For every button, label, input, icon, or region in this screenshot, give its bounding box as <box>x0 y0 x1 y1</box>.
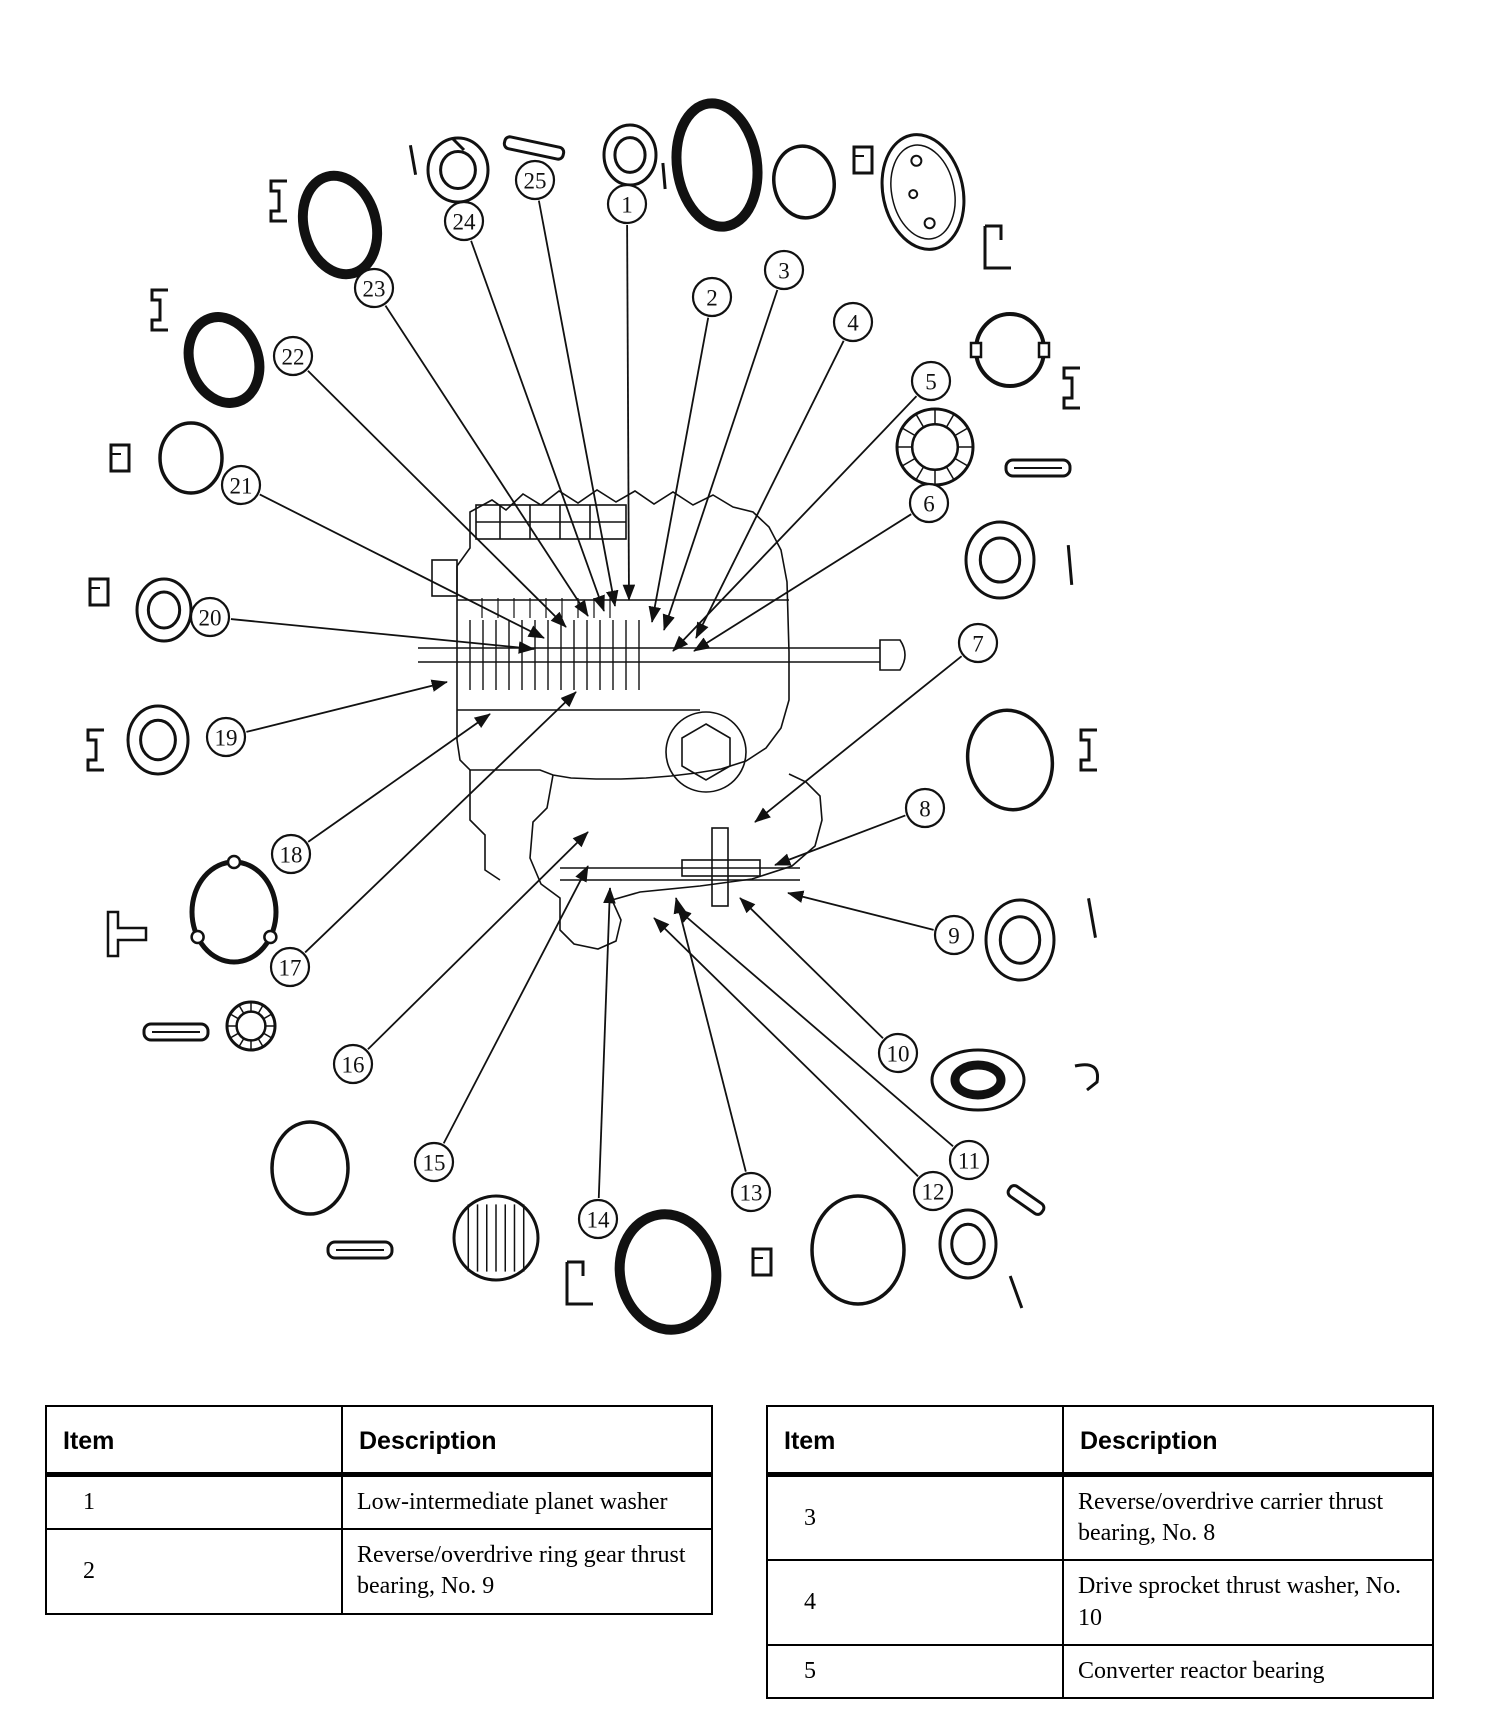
item-description: Converter reactor bearing <box>1063 1645 1433 1698</box>
item-number: 5 <box>767 1645 1063 1698</box>
part-clipsq <box>90 579 108 605</box>
callout-leader-6 <box>694 514 911 651</box>
parts-table-1 <box>45 1405 713 1615</box>
description-header: Description <box>342 1406 712 1475</box>
table-header-row <box>767 1406 1433 1475</box>
part-clipsq <box>111 445 129 471</box>
table-row <box>767 1645 1433 1698</box>
callout-number: 4 <box>847 310 859 336</box>
transmission-cross-section <box>418 490 905 949</box>
part-washer <box>128 706 188 774</box>
parts-table-2 <box>766 1405 1434 1699</box>
item-number: 2 <box>46 1529 342 1613</box>
part-clip <box>271 181 287 221</box>
part-clipsq <box>854 147 872 173</box>
callout-leader-2 <box>652 318 708 622</box>
description-header: Description <box>1063 1406 1433 1475</box>
callout-number: 22 <box>281 344 305 370</box>
callout-number: 19 <box>214 725 238 751</box>
callout-1 <box>608 185 646 223</box>
part-clip <box>152 290 168 330</box>
part-washer <box>986 900 1054 980</box>
callout-leader-4 <box>696 341 844 638</box>
callout-number: 16 <box>341 1052 365 1078</box>
part-hook <box>1075 1065 1098 1090</box>
callout-leader-15 <box>444 866 588 1143</box>
callout-20 <box>191 598 229 636</box>
callout-12 <box>914 1172 952 1210</box>
part-rod <box>1010 1276 1022 1308</box>
callout-number: 25 <box>523 168 547 194</box>
part-bearingside <box>454 1196 538 1280</box>
callout-leader-16 <box>368 832 588 1049</box>
part-tshape <box>108 912 146 956</box>
part-ring <box>959 702 1062 817</box>
callout-15 <box>415 1143 453 1181</box>
callout-22 <box>274 337 312 375</box>
clutch-pack-ticks <box>470 598 639 690</box>
callout-4 <box>834 303 872 341</box>
callout-14 <box>579 1200 617 1238</box>
callout-leader-17 <box>305 692 576 952</box>
callout-10 <box>879 1034 917 1072</box>
part-clip <box>88 730 104 770</box>
callout-number: 15 <box>422 1150 446 1176</box>
item-header: Item <box>46 1406 342 1475</box>
callout-7 <box>959 624 997 662</box>
callout-leader-18 <box>308 714 490 842</box>
callout-19 <box>207 718 245 756</box>
callout-number: 17 <box>278 955 302 981</box>
part-barclip <box>328 1242 392 1258</box>
callout-18 <box>272 835 310 873</box>
callout-21 <box>222 466 260 504</box>
callout-number: 5 <box>925 369 937 395</box>
table-header-row <box>46 1406 712 1475</box>
part-clip <box>1081 730 1097 770</box>
callout-number: 14 <box>586 1207 610 1233</box>
loose-parts-layer <box>88 98 1098 1337</box>
callout-number: 23 <box>362 276 386 302</box>
callout-leader-8 <box>775 815 905 865</box>
part-darkring <box>669 98 765 232</box>
part-notchwasher <box>428 138 488 202</box>
callout-leader-22 <box>308 371 566 627</box>
callout-number: 20 <box>198 605 222 631</box>
callout-leader-5 <box>673 396 916 651</box>
table-row <box>767 1560 1433 1644</box>
part-washer <box>966 522 1034 598</box>
callout-number: 7 <box>972 631 984 657</box>
callout-leader-10 <box>740 898 883 1038</box>
callout-17 <box>271 948 309 986</box>
callout-number: 21 <box>229 473 253 499</box>
part-pin <box>503 136 564 160</box>
part-clip <box>1064 368 1080 408</box>
item-number: 1 <box>46 1475 342 1530</box>
table-row <box>767 1475 1433 1561</box>
item-description: Reverse/overdrive carrier thrust bearing, No. 8 <box>1063 1475 1433 1561</box>
part-bracket <box>567 1262 593 1304</box>
part-darkring <box>292 167 387 282</box>
item-number: 4 <box>767 1560 1063 1644</box>
callout-13 <box>732 1173 770 1211</box>
item-number: 3 <box>767 1475 1063 1561</box>
callout-leader-11 <box>676 908 953 1146</box>
callout-leader-9 <box>788 893 934 930</box>
callout-23 <box>355 269 393 307</box>
item-description: Drive sprocket thrust washer, No. 10 <box>1063 1560 1433 1644</box>
part-notchring <box>971 314 1049 386</box>
callout-leader-12 <box>654 918 918 1176</box>
callout-25 <box>516 161 554 199</box>
callout-leader-23 <box>385 306 588 616</box>
callout-leader-24 <box>471 241 604 611</box>
part-clipsq <box>753 1249 771 1275</box>
callout-16 <box>334 1045 372 1083</box>
part-bracket <box>985 226 1011 268</box>
part-bearing <box>227 1002 275 1050</box>
callouts-layer <box>191 161 997 1238</box>
callout-number: 10 <box>886 1041 910 1067</box>
callout-number: 24 <box>452 209 476 235</box>
callout-8 <box>906 789 944 827</box>
part-ring <box>272 1122 348 1214</box>
callout-24 <box>445 202 483 240</box>
callout-leader-20 <box>231 619 534 649</box>
callout-number: 13 <box>739 1180 763 1206</box>
item-description: Reverse/overdrive ring gear thrust bearing, No. 9 <box>342 1529 712 1613</box>
part-flatwasher <box>932 1050 1024 1110</box>
callout-number: 12 <box>921 1179 945 1205</box>
part-washer <box>940 1210 996 1278</box>
part-rod <box>663 163 665 189</box>
item-header: Item <box>767 1406 1063 1475</box>
part-plate <box>872 127 974 257</box>
part-rod <box>410 145 415 175</box>
part-ring <box>768 141 840 222</box>
callout-6 <box>910 484 948 522</box>
part-barclip <box>1006 460 1070 476</box>
callout-leader-19 <box>246 682 447 732</box>
item-description: Low-intermediate planet washer <box>342 1475 712 1530</box>
callout-number: 18 <box>279 842 303 868</box>
callout-number: 2 <box>706 285 718 311</box>
callout-number: 3 <box>778 258 790 284</box>
part-rod <box>1068 545 1071 585</box>
callout-5 <box>912 362 950 400</box>
callout-11 <box>950 1141 988 1179</box>
part-pin <box>1006 1184 1046 1217</box>
part-ring <box>812 1196 904 1304</box>
callout-3 <box>765 251 803 289</box>
table-row <box>46 1475 712 1530</box>
callout-number: 6 <box>923 491 935 517</box>
part-ring <box>160 423 222 493</box>
part-bearing <box>897 409 973 485</box>
callout-number: 1 <box>621 192 633 218</box>
callout-leader-14 <box>599 888 610 1198</box>
table-row <box>46 1529 712 1613</box>
callout-number: 11 <box>957 1148 981 1174</box>
part-tabring <box>192 856 277 962</box>
callout-number: 9 <box>948 923 960 949</box>
callout-2 <box>693 278 731 316</box>
callout-leader-1 <box>627 225 629 600</box>
callout-9 <box>935 916 973 954</box>
part-washer <box>137 579 191 641</box>
part-darkring <box>177 307 271 413</box>
part-darkring <box>611 1207 726 1338</box>
part-barclip <box>144 1024 208 1040</box>
callout-number: 8 <box>919 796 931 822</box>
callout-leader-21 <box>260 494 544 638</box>
part-washer <box>604 125 656 185</box>
callout-leader-25 <box>539 201 615 606</box>
part-rod <box>1089 898 1096 937</box>
